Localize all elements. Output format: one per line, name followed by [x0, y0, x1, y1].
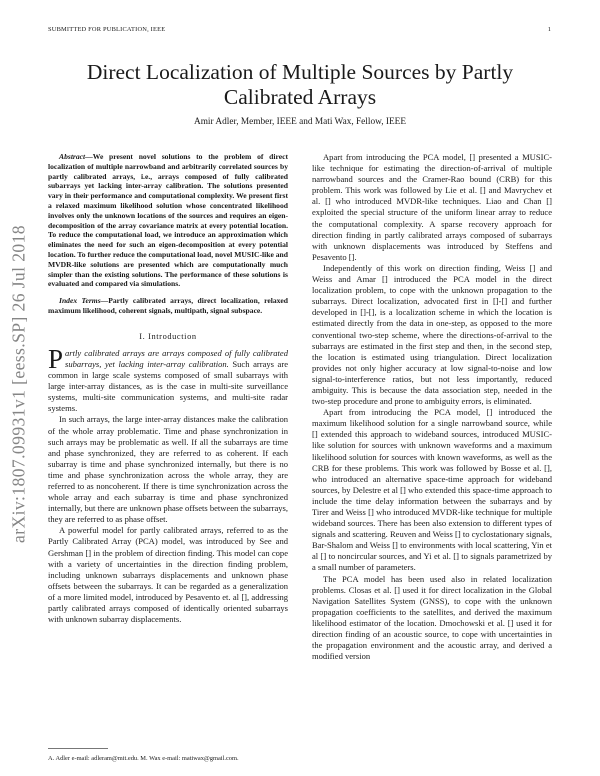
right-paragraph-4: The PCA model has been used also in related localization problems. Closas et al. [] used it for direct localization in the Global Navigation Satellites System (GNSS), to cope with the unknown propagation coefficients to the satellites, and derived the maximum likelihood estimator of the location. Dmochowski et al. [] used it for direction finding of an acoustic source, to cope with uncertainties in the propagation environment and the acoustic array, and derived a modified version — [312, 573, 552, 662]
running-header: SUBMITTED FOR PUBLICATION, IEEE — [48, 26, 166, 33]
intro-paragraph-1 — [48, 343, 288, 415]
left-column — [48, 152, 288, 625]
page-number: 1 — [547, 26, 551, 33]
right-paragraph-2: Independently of this work on direction finding, Weiss [] and Weiss and Amar [] introduced the PCA model in the direct localization problem, to cope with the unknown propagation to the subarrays. Direct localization, advocated first in []-[] and further developed in []-[], is a localization scheme in which the location is estimated directly from the data in one-step, as opposed to the more conventional two-step scheme, where the directions-of-arrival to the subarrays are estimated in the first step and then, in the second step, the location is estimated using triangulation. Direct localization provides not only higher accuracy at low signal-to-noise and low signal-to-interference ratios, but not less importantly, reduced ambiguity. This is because the data association step, needed in the two-step procedure and prone to ambiguity errors, is eliminated. — [312, 262, 552, 407]
arxiv-id: arXiv:1807.09931v1 [eess.SP] 26 Jul 2018 — [8, 224, 29, 544]
abstract — [48, 152, 288, 316]
index-terms-body: —Partly calibrated arrays, direct localization, relaxed maximum likelihood, coherent signals, multipath, signal subspace. — [48, 296, 289, 315]
right-paragraph-3: Apart from introducing the PCA model, [] introduced the maximum likelihood solution for a single narrowband source, while [] extended this approach to wideband sources, introduced MUSIC-like solution for sources with unknown waveforms and a maximum likelihood solution for sources with known waveforms, as well as the CRB for these problems. This work was followed by Bosse et al. [], who introduced an alternative space-time approach for wideband sources, by Delestre et al [] who extended this space-time approach to include the time delay information between the subarrays and by Tirer and Weiss [] who introduced MVDR-like technique for multiple wideband sources. There has been also extension to different types of signals and scattering. Reuven and Weiss [] to cyclostationary signals, Bar-Shalom and Weiss [] to environments with local scattering, Yin et al [] to noncircular sources, and Yi et al. [] to signals parametrized by a small number of parameters. — [312, 407, 552, 573]
footnote: A. Adler e-mail: adleram@mit.edu. M. Wax e-mail: matiwax@gmail.com. — [48, 755, 239, 762]
arxiv-watermark — [0, 0, 38, 776]
intro-lead: artly calibrated arrays are arrays composed of fully calibrated subarrays, yet lacking inter-array calibration. — [65, 347, 288, 369]
index-terms-label: Index Terms — [59, 296, 101, 306]
intro-paragraph-2: In such arrays, the large inter-array distances make the calibration of the whole array problematic. Time and phase synchronization in such arrays may be problematic as well. If all the subarrays are time and phase synchronized, they are referred to as coherent. If each subarray is time and phase synchronized internally, but there is no time and phase synchronization across the whole array, they are referred to as noncoherent. If there is time synchronization across the whole array and each subarray is time and phase synchronized internally, but there are unknown phase offsets between the subarrays, they are referred to as phase offset. — [48, 414, 288, 525]
author-line: Amir Adler, Member, IEEE and Mati Wax, Fellow, IEEE — [193, 117, 407, 127]
intro-paragraph-3: A powerful model for partly calibrated arrays, referred to as the Partly Calibrated Array (PCA) model, was introduced by See and Gershman [] in the problem of direction finding. This model can cope with a variety of uncertainties in the direction finding problem, including unknown subarrays displacements and unknown phase offsets between the subarrays. It can be regarded as a generalization of a more limited model, introduced by Pesavento et. al [], addressing partly calibrated arrays composed of identically oriented subarrays with unknown subarray displacements. — [48, 525, 288, 625]
right-paragraph-1: Apart from introducing the PCA model, [] presented a MUSIC-like technique for estimating the direction-of-arrival of multiple narrowband sources and the Cramer-Rao bound (CRB) for this problem. This work was followed by Lie et al. [] and Mavrychev et al. [] who introduced MVDR-like techniques. Liao and Chan [] exploited the special structure of the uniform linear array to reduce the computational complexity. A sparse recovery approach for direction finding in partly calibrated arrays composed of subarrays with unknown displacements was introduced by Steffens and Pesavento []. — [312, 152, 552, 262]
abstract-label: Abstract — [59, 152, 86, 161]
right-column — [312, 152, 552, 662]
drop-cap: P — [48, 343, 64, 374]
footnote-rule — [48, 748, 108, 749]
section-heading: I. Introduction — [139, 331, 197, 341]
abstract-body: —We present novel solutions to the problem of direct localization of multiple narrowband and arbitrarily correlated sources by partly calibrated arrays, i.e., arrays composed of fully calibrated subarrays yet lacking inter-array calibration. The solutions presented vary in their performance and computational complexity. We present first a relaxed maximum likelihood solution whose concentrated likelihood involves only the unknown locations of the sources and requires an eigen-decomposition of the array covariance matrix at every potential location. To reduce the computational load, we introduce an approximation which eliminates the need for such an eigen-decomposition at every potential location. To further reduce the computational load, novel MUSIC-like and MVDR-like solutions are presented which are computationally much simpler than the existing solutions. The performance of these solutions is evaluated and compared via simulations. — [48, 152, 288, 289]
paper-title: Direct Localization of Multiple Sources by Partly Calibrated Arrays — [86, 60, 514, 109]
intro-p1-rest: Such arrays are common in large scale systems composed of small subarrays with large inter-array distances, as is the case in multi-site surveillance systems, multi-site communication systems, and multi-site radar systems. — [48, 358, 288, 414]
